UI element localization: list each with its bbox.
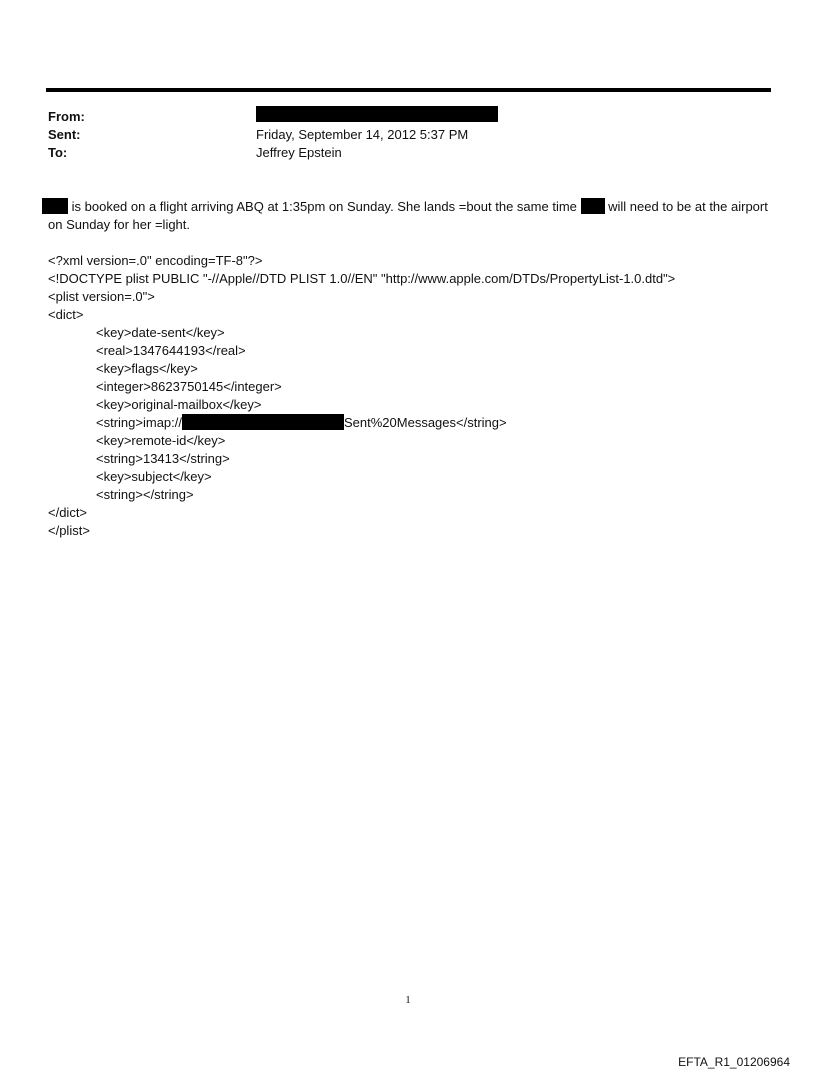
redaction-block [581, 198, 605, 214]
xml-line: <integer>8623750145</integer> [96, 379, 282, 394]
from-value [256, 106, 498, 124]
xml-line: <real>1347644193</real> [96, 343, 246, 358]
xml-line: </dict> [48, 505, 88, 520]
redaction-block [182, 414, 344, 430]
xml-line: <key>remote-id</key> [96, 433, 226, 448]
xml-line: <key>date-sent</key> [96, 325, 225, 340]
document-id: EFTA_R1_01206964 [678, 1055, 790, 1069]
sent-value: Friday, September 14, 2012 5:37 PM [256, 127, 469, 142]
xml-line: <!DOCTYPE plist PUBLIC "-//Apple//DTD PLIST 1.0//EN" "http://www.apple.com/DTDs/PropertyList-1.0.dtd"> [48, 271, 676, 286]
header-rule [46, 88, 771, 92]
message-body-part1: is booked on a flight arriving ABQ at 1:35pm on Sunday. She lands =bout the same time [71, 199, 577, 214]
message-body-part2: will need to be at the airport on Sunday for her =light. [48, 199, 768, 232]
sent-label: Sent: [48, 127, 81, 142]
redaction-block [42, 198, 68, 214]
to-label: To: [48, 145, 68, 160]
xml-line: <string>imap:// Sent%20Messages</string> [96, 415, 507, 430]
from-label: From: [48, 109, 85, 124]
xml-line: <string>13413</string> [96, 451, 230, 466]
xml-line: <key>flags</key> [96, 361, 198, 376]
xml-line: <?xml version=.0" encoding=TF-8"?> [48, 253, 263, 268]
message-body [48, 198, 768, 234]
page-number: 1 [405, 994, 411, 1006]
redaction-block [256, 106, 498, 122]
xml-line: <dict> [48, 307, 84, 322]
xml-line: <key>subject</key> [96, 469, 212, 484]
xml-line: <plist version=.0"> [48, 289, 155, 304]
xml-line: </plist> [48, 523, 90, 538]
to-value: Jeffrey Epstein [256, 145, 342, 160]
xml-line: <key>original-mailbox</key> [96, 397, 262, 412]
xml-line: <string></string> [96, 487, 194, 502]
